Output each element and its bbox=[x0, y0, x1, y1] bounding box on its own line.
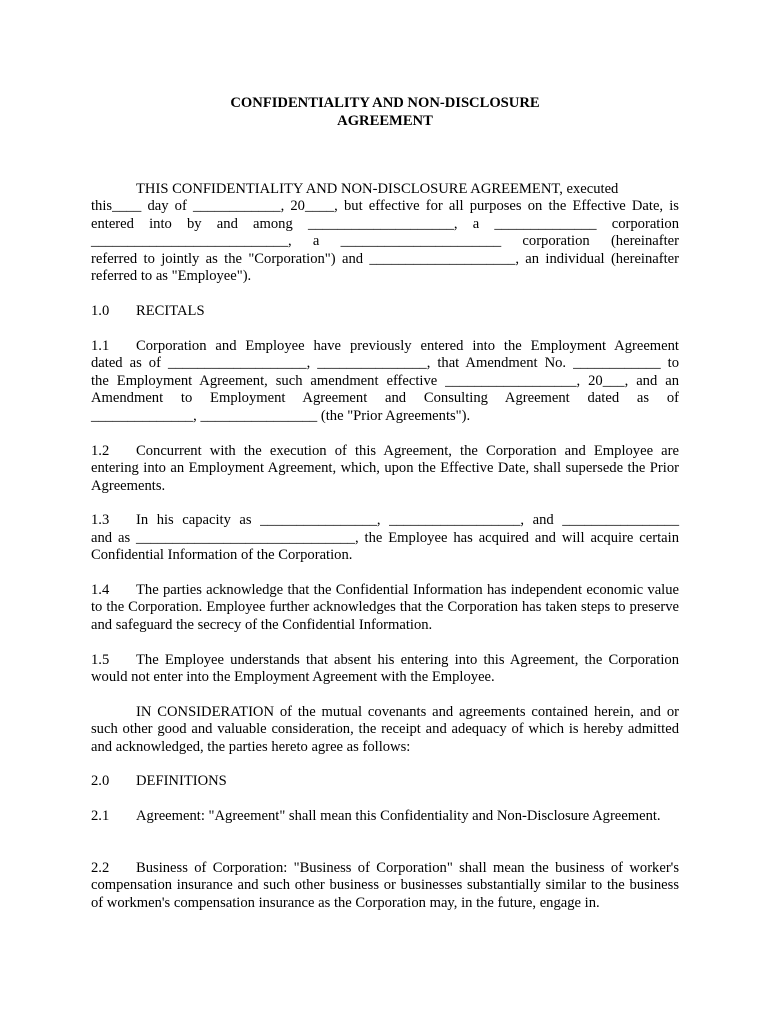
section-text: Agreement: "Agreement" shall mean this Confidentiality and Non-Disclosure Agreement. bbox=[136, 808, 661, 824]
consideration-paragraph: IN CONSIDERATION of the mutual covenants and agreements contained herein, and or such other good and valuable consideration, the receipt and adequacy of which is hereby admitted and acknowledged, the parties hereto agree as follows: bbox=[91, 704, 679, 755]
section-number: 2.1 bbox=[91, 808, 110, 824]
intro-line-4: ___________________________, a ______________________ corporation (hereinafter bbox=[91, 233, 679, 249]
intro-line-6: referred to as "Employee"). bbox=[91, 268, 252, 284]
section-text: Corporation and Employee have previously entered into the Employment Agreement bbox=[136, 338, 679, 354]
section-heading: RECITALS bbox=[136, 303, 205, 319]
section-1-1-line-3: the Employment Agreement, such amendment effective __________________, 20___, and an bbox=[91, 373, 679, 389]
section-2-1 bbox=[91, 808, 679, 825]
section-1-1-line-4: Amendment to Employment Agreement and Consulting Agreement dated as of bbox=[91, 390, 679, 406]
section-number: 1.2 bbox=[91, 443, 110, 459]
title-line-1: CONFIDENTIALITY AND NON-DISCLOSURE bbox=[230, 95, 540, 111]
section-number: 2.2 bbox=[91, 860, 110, 876]
section-1-3-line-3: Confidential Information of the Corporation. bbox=[91, 547, 353, 563]
section-number: 1.4 bbox=[91, 582, 110, 598]
section-number: 2.0 bbox=[91, 773, 110, 789]
intro-line-2: this____ day of ____________, 20____, but effective for all purposes on the Effective Date, is bbox=[91, 198, 679, 214]
section-1-1-line-5: ______________, ________________ (the "Prior Agreements"). bbox=[91, 408, 471, 424]
section-text: The parties acknowledge that the Confidential Information has independent economic value to the Corporation. Employee further acknowledges that the Corporation has taken steps to preserve and safeguard the secrecy of the Confidential Information. bbox=[91, 582, 679, 633]
intro-line-5: referred to jointly as the "Corporation") and ____________________, an individual (hereinafter bbox=[91, 251, 679, 267]
section-1-1-line-2: dated as of ___________________, _______________, that Amendment No. ____________ to bbox=[91, 355, 679, 371]
intro-line-3: entered into by and among ____________________, a ______________ corporation bbox=[91, 216, 679, 232]
section-1-0-heading bbox=[91, 303, 679, 320]
section-heading: DEFINITIONS bbox=[136, 773, 227, 789]
intro-line-1: THIS CONFIDENTIALITY AND NON-DISCLOSURE AGREEMENT, executed bbox=[136, 181, 619, 197]
section-number: 1.0 bbox=[91, 303, 110, 319]
section-1-1-line-1 bbox=[91, 338, 679, 355]
section-text: Concurrent with the execution of this Agreement, the Corporation and Employee are entering into an Employment Agreement, which, upon the Effective Date, shall supersede the Prior Agreements. bbox=[91, 443, 679, 494]
section-2-2 bbox=[91, 860, 679, 912]
section-text: The Employee understands that absent his entering into this Agreement, the Corporation would not enter into the Employment Agreement with the Employee. bbox=[91, 652, 679, 686]
section-1-3-line-1 bbox=[91, 512, 679, 529]
section-number: 1.3 bbox=[91, 512, 110, 528]
section-1-3-line-2: and as ______________________________, the Employee has acquired and will acquire certain bbox=[91, 530, 679, 546]
section-1-5 bbox=[91, 652, 679, 687]
section-number: 1.5 bbox=[91, 652, 110, 668]
section-number: 1.1 bbox=[91, 338, 110, 354]
section-1-4 bbox=[91, 582, 679, 634]
section-text: Business of Corporation: "Business of Corporation" shall mean the business of worker's compensation insurance and such other business or businesses substantially similar to the business of workmen's compensation insurance as the Corporation may, in the future, engage in. bbox=[91, 860, 679, 911]
section-1-2 bbox=[91, 443, 679, 495]
section-2-0-heading bbox=[91, 773, 679, 790]
title-line-2: AGREEMENT bbox=[337, 113, 433, 129]
section-text: In his capacity as ________________, __________________, and ________________ bbox=[136, 512, 679, 528]
